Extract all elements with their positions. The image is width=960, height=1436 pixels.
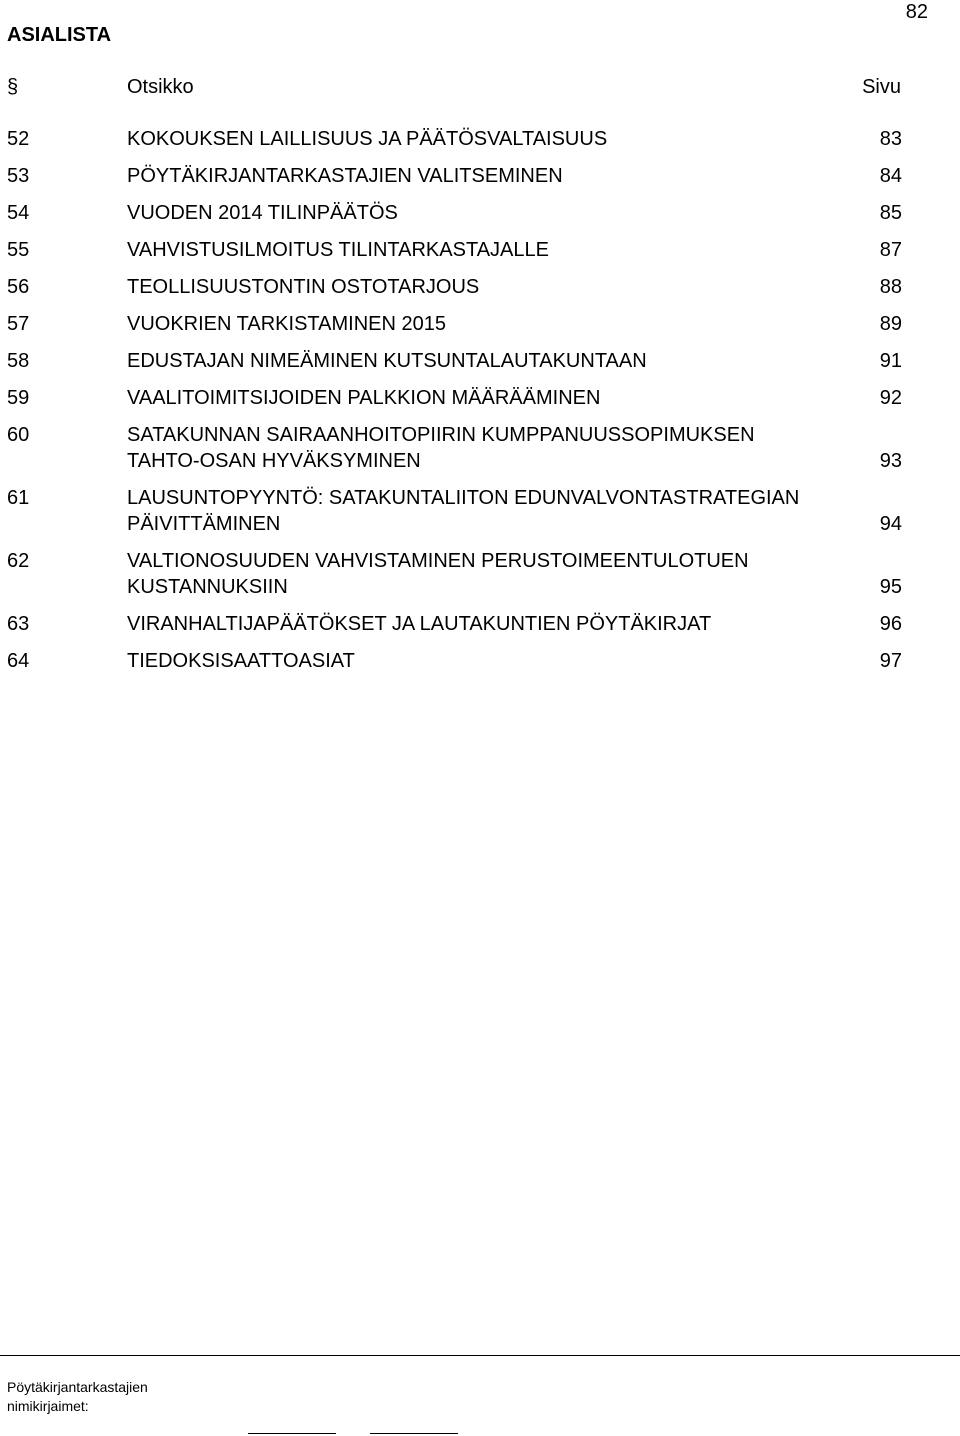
footer-divider	[0, 1355, 960, 1356]
item-number: 63	[7, 613, 30, 635]
footer-label-line1: Pöytäkirjantarkastajien	[7, 1379, 148, 1395]
initials-line-2	[370, 1433, 458, 1434]
item-number: 61	[7, 487, 30, 509]
agenda-item	[0, 385, 960, 411]
agenda-item	[0, 548, 960, 600]
agenda-item	[0, 200, 960, 226]
item-page: 92	[879, 387, 902, 409]
item-number: 58	[7, 350, 30, 372]
item-page: 84	[879, 165, 902, 187]
agenda-item	[0, 348, 960, 374]
item-page: 97	[879, 650, 902, 672]
item-page: 88	[879, 276, 902, 298]
page-title: ASIALISTA	[7, 24, 112, 46]
section-symbol-header: §	[7, 76, 19, 98]
item-page: 91	[879, 350, 902, 372]
item-title: TIEDOKSISAATTOASIAT	[127, 650, 355, 672]
item-number: 54	[7, 202, 30, 224]
item-title: VIRANHALTIJAPÄÄTÖKSET JA LAUTAKUNTIEN PÖYTÄKIRJAT	[127, 613, 712, 635]
item-number: 62	[7, 550, 30, 572]
initials-line-1	[248, 1433, 336, 1434]
footer-label-line2: nimikirjaimet:	[7, 1398, 89, 1414]
agenda-item	[0, 648, 960, 674]
agenda-item	[0, 611, 960, 637]
agenda-item	[0, 126, 960, 152]
footer-label	[7, 1378, 207, 1416]
item-number: 59	[7, 387, 30, 409]
page-number: 82	[905, 1, 928, 23]
agenda-item	[0, 311, 960, 337]
item-title: EDUSTAJAN NIMEÄMINEN KUTSUNTALAUTAKUNTAAN	[127, 350, 647, 372]
item-page: 89	[879, 313, 902, 335]
item-title: VAHVISTUSILMOITUS TILINTARKASTAJALLE	[127, 239, 549, 261]
item-page: 87	[879, 239, 902, 261]
item-title: PÖYTÄKIRJANTARKASTAJIEN VALITSEMINEN	[127, 165, 563, 187]
item-page: 95	[879, 576, 902, 598]
toc-header	[0, 76, 960, 102]
item-title: SATAKUNNAN SAIRAANHOITOPIIRIN KUMPPANUUSSOPIMUKSEN TAHTO-OSAN HYVÄKSYMINEN	[127, 424, 755, 472]
item-number: 57	[7, 313, 30, 335]
item-page: 94	[879, 513, 902, 535]
item-title: TEOLLISUUSTONTIN OSTOTARJOUS	[127, 276, 480, 298]
item-page: 83	[879, 128, 902, 150]
item-title: VALTIONOSUUDEN VAHVISTAMINEN PERUSTOIMEENTULOTUEN KUSTANNUKSIIN	[127, 550, 749, 598]
page-column-header: Sivu	[862, 76, 901, 98]
item-number: 52	[7, 128, 30, 150]
agenda-item	[0, 237, 960, 263]
item-page: 85	[879, 202, 902, 224]
item-number: 53	[7, 165, 30, 187]
agenda-item	[0, 274, 960, 300]
item-title: VUOKRIEN TARKISTAMINEN 2015	[127, 313, 446, 335]
item-number: 60	[7, 424, 30, 446]
agenda-list	[0, 126, 960, 685]
item-page: 93	[879, 450, 902, 472]
agenda-item	[0, 485, 960, 537]
item-title: VAALITOIMITSIJOIDEN PALKKION MÄÄRÄÄMINEN	[127, 387, 601, 409]
item-title: VUODEN 2014 TILINPÄÄTÖS	[127, 202, 398, 224]
item-number: 55	[7, 239, 30, 261]
item-number: 56	[7, 276, 30, 298]
item-title: LAUSUNTOPYYNTÖ: SATAKUNTALIITON EDUNVALVONTASTRATEGIAN PÄIVITTÄMINEN	[127, 487, 800, 535]
agenda-item	[0, 163, 960, 189]
agenda-item	[0, 422, 960, 474]
item-number: 64	[7, 650, 30, 672]
item-page: 96	[879, 613, 902, 635]
item-title: KOKOUKSEN LAILLISUUS JA PÄÄTÖSVALTAISUUS	[127, 128, 608, 150]
title-column-header: Otsikko	[127, 76, 194, 98]
